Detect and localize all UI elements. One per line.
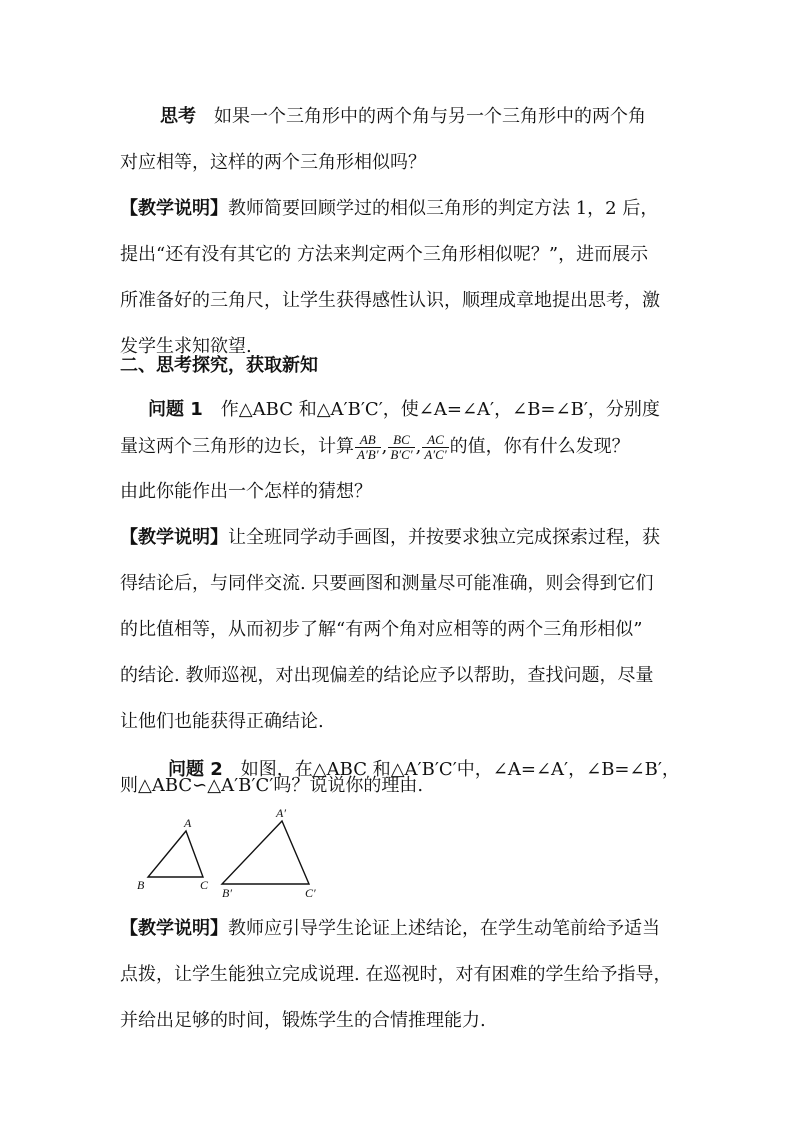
note1-text-2: 提出“还有没有其它的 方法来判定两个三角形相似呢？”，进而展示	[120, 244, 649, 265]
q2-text-1: 如图，在△ABC 和△A′B′C′中，∠A=∠A′，∠B=∠B′，	[240, 759, 680, 780]
section2-title: 二、思考探究，获取新知	[120, 355, 318, 376]
q1-text-2a: 量这两个三角形的边长，计算	[120, 436, 354, 457]
q1-text-2b: 的值，你有什么发现？	[449, 436, 630, 457]
note3-text-1: 教师应引导学生论证上述结论，在学生动笔前给予适当	[228, 918, 660, 939]
fraction-bc-den: B′C′	[390, 446, 413, 462]
q1-text-1: 作△ABC 和△A′B′C′，使∠A=∠A′，∠B=∠B′，分别度	[220, 399, 660, 420]
triangle-a-prime-b-prime-c-prime	[222, 821, 309, 884]
fraction-ab-num: AB	[355, 433, 381, 448]
note1-line1	[120, 186, 680, 232]
note2-line1	[120, 515, 680, 561]
label-b: B	[137, 878, 145, 892]
note2-text-1: 让全班同学动手画图，并按要求独立完成探索过程，获	[228, 527, 660, 548]
label-b-prime: B′	[222, 886, 232, 897]
label-c: C	[200, 878, 209, 892]
label-a-prime: A′	[276, 806, 286, 820]
q1-comma-1: ,	[381, 436, 388, 457]
note2-text-4: 的结论. 教师巡视，对出现偏差的结论应予以帮助，查找问题，尽量	[120, 665, 654, 686]
fraction-bc	[388, 433, 414, 462]
q1-text-3: 由此你能作出一个怎样的猜想？	[120, 481, 372, 502]
note3-text-3: 并给出足够的时间，锻炼学生的合情推理能力.	[120, 1010, 486, 1031]
fraction-ac-den: A′C′	[424, 446, 447, 462]
think-text-2: 对应相等，这样的两个三角形相似吗？	[120, 152, 426, 173]
label-a: A	[184, 816, 192, 830]
note1-label: 【教学说明】	[120, 198, 228, 219]
fraction-bc-num: BC	[388, 433, 414, 448]
think-text-1: 如果一个三角形中的两个角与另一个三角形中的两个角	[214, 106, 646, 127]
label-c-prime: C′	[305, 886, 316, 897]
note3-line1	[120, 906, 680, 952]
note2-label: 【教学说明】	[120, 527, 228, 548]
note1-text-1: 教师简要回顾学过的相似三角形的判定方法 1，2 后，	[228, 198, 659, 219]
note3-label: 【教学说明】	[120, 918, 228, 939]
fraction-ac-num: AC	[422, 433, 448, 448]
think-paragraph-line1	[120, 94, 680, 140]
note1-text-4: 发学生求知欲望.	[120, 336, 252, 357]
q2-label: 问题 2	[168, 759, 223, 780]
q1-line2	[120, 424, 680, 470]
note3-text-2: 点拨，让学生能独立完成说理. 在巡视时，对有困难的学生给予指导，	[120, 964, 672, 985]
fraction-ab-den: A′B′	[357, 446, 379, 462]
q1-label: 问题 1	[148, 399, 203, 420]
triangle-abc	[148, 831, 203, 877]
note2-text-5: 让他们也能获得正确结论.	[120, 711, 324, 732]
fraction-ab	[355, 433, 381, 462]
q2-text-2: 则△ABC∽△A′B′C′吗？说说你的理由.	[120, 775, 424, 796]
triangles-figure	[130, 805, 330, 897]
think-label: 思考	[160, 106, 196, 127]
q1-comma-2: ,	[415, 436, 422, 457]
fraction-ac	[422, 433, 448, 462]
note2-text-2: 得结论后，与同伴交流. 只要画图和测量尽可能准确，则会得到它们	[120, 573, 654, 594]
note2-text-3: 的比值相等，从而初步了解“有两个角对应相等的两个三角形相似”	[120, 619, 643, 640]
note1-text-3: 所准备好的三角尺，让学生获得感性认识，顺理成章地提出思考，激	[120, 290, 660, 311]
